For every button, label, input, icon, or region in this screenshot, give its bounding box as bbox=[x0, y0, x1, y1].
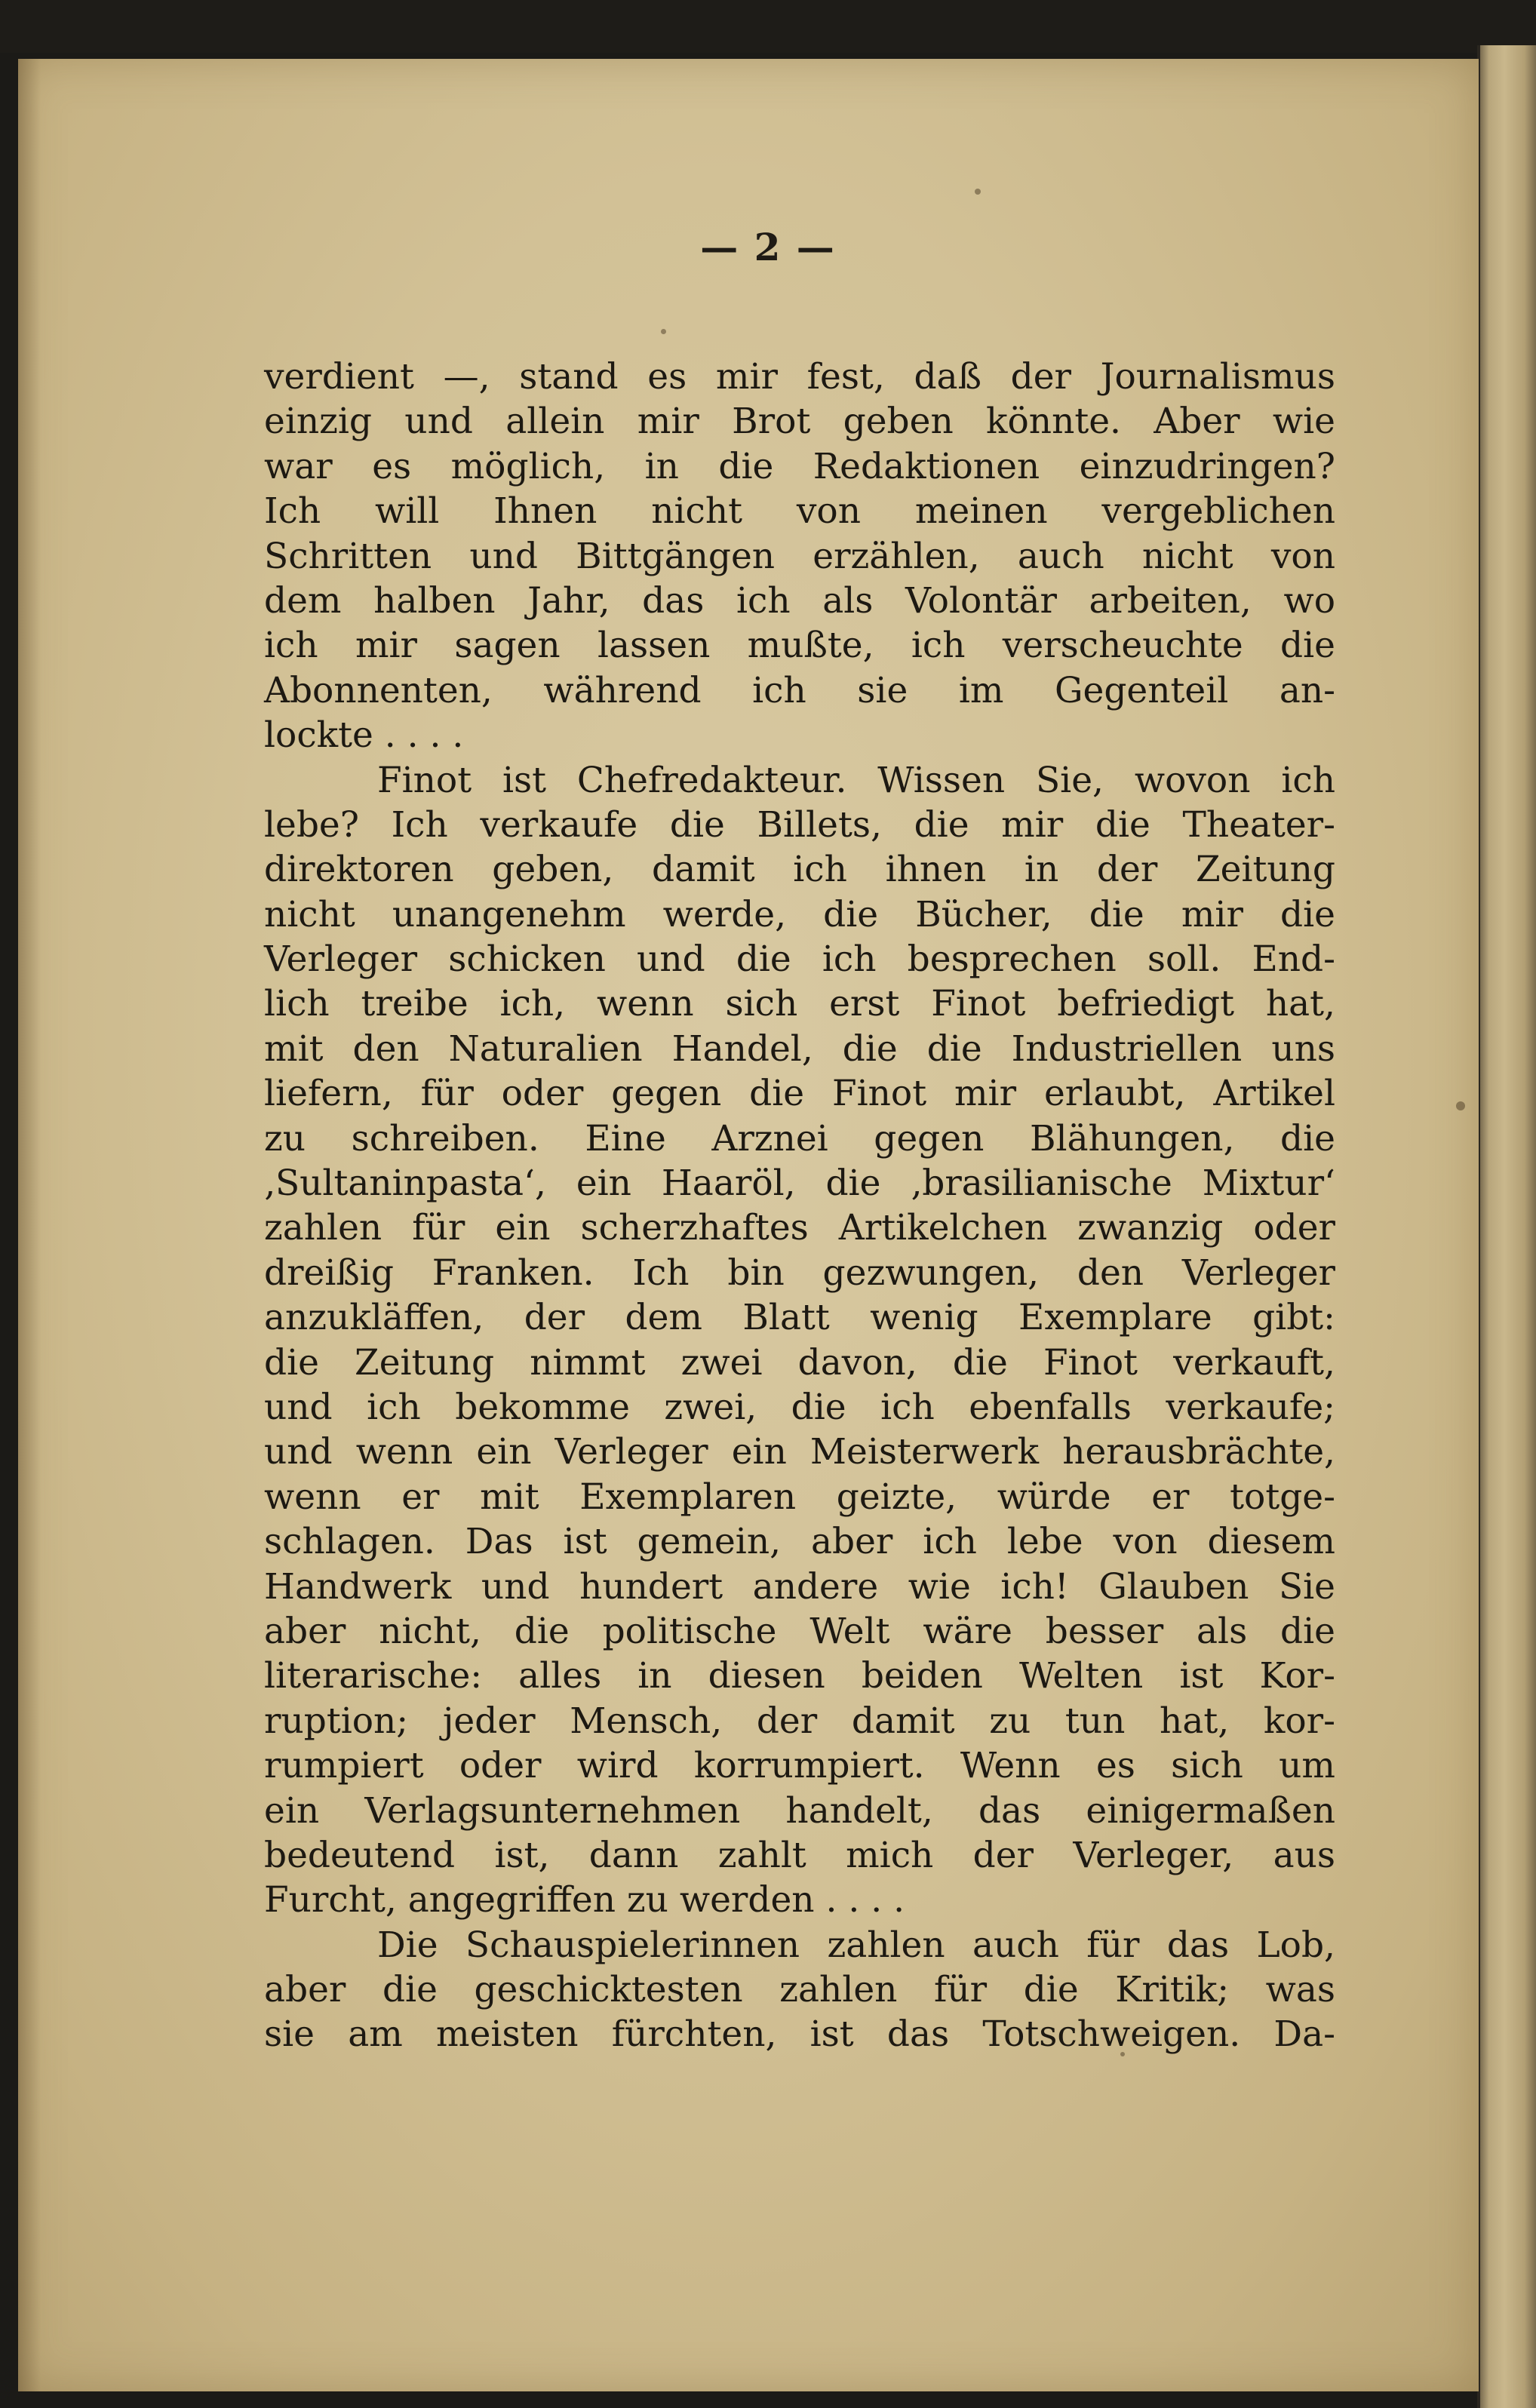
text-line: literarische: alles in diesen beiden Welten ist Kor- bbox=[264, 1655, 1335, 1697]
text-line: Abonnenten, während ich sie im Gegenteil an- bbox=[264, 669, 1335, 711]
text-line: ruption; jeder Mensch, der damit zu tun hat, kor- bbox=[264, 1700, 1335, 1742]
text-line: Verleger schicken und die ich besprechen soll. End- bbox=[264, 938, 1335, 981]
text-line: Finot ist Chefredakteur. Wissen Sie, wovon ich bbox=[377, 759, 1335, 801]
text-line: lich treibe ich, wenn sich erst Finot befriedigt hat, bbox=[264, 983, 1335, 1025]
text-line: lebe? Ich verkaufe die Billets, die mir die Theater- bbox=[264, 803, 1335, 846]
body-text bbox=[264, 355, 1335, 2057]
text-line: und ich bekomme zwei, die ich ebenfalls verkaufe; bbox=[264, 1386, 1335, 1428]
text-line: dem halben Jahr, das ich als Volontär arbeiten, wo bbox=[264, 579, 1335, 622]
text-line: liefern, für oder gegen die Finot mir erlaubt, Artikel bbox=[264, 1073, 1335, 1115]
text-line: sie am meisten fürchten, ist das Totschweigen. Da- bbox=[264, 2013, 1335, 2056]
text-line: Die Schauspielerinnen zahlen auch für das Lob, bbox=[377, 1924, 1335, 1966]
text-line: die Zeitung nimmt zwei davon, die Finot verkauft, bbox=[264, 1341, 1335, 1384]
text-line: Schritten und Bittgängen erzählen, auch nicht von bbox=[264, 535, 1335, 577]
text-line: Handwerk und hundert andere wie ich! Glauben Sie bbox=[264, 1565, 1335, 1608]
text-line: zu schreiben. Eine Arznei gegen Blähungen, die bbox=[264, 1117, 1335, 1159]
text-line: verdient —, stand es mir fest, daß der Journalismus bbox=[264, 356, 1335, 398]
text-line: einzig und allein mir Brot geben könnte. Aber wie bbox=[264, 401, 1335, 443]
scanner-top-edge bbox=[0, 0, 1536, 53]
text-line: Furcht, angegriffen zu werden . . . . bbox=[264, 1879, 905, 1921]
text-line: schlagen. Das ist gemein, aber ich lebe von diesem bbox=[264, 1521, 1335, 1563]
text-line: zahlen für ein scherzhaftes Artikelchen zwanzig oder bbox=[264, 1207, 1335, 1249]
text-line: aber die geschicktesten zahlen für die Kritik; was bbox=[264, 1969, 1335, 2011]
text-line: ‚Sultaninpasta‘, ein Haaröl, die ‚brasilianische Mixtur‘ bbox=[264, 1163, 1335, 1205]
text-line: anzukläffen, der dem Blatt wenig Exemplare gibt: bbox=[264, 1297, 1335, 1339]
text-line: war es möglich, in die Redaktionen einzudringen? bbox=[264, 445, 1335, 487]
text-line: und wenn ein Verleger ein Meisterwerk herausbrächte, bbox=[264, 1431, 1335, 1473]
paper-speck bbox=[1456, 1101, 1465, 1110]
text-line: lockte . . . . bbox=[264, 714, 464, 757]
text-line: mit den Naturalien Handel, die die Industriellen uns bbox=[264, 1027, 1335, 1070]
text-line: Ich will Ihnen nicht von meinen vergeblichen bbox=[264, 490, 1335, 533]
paper-speck bbox=[975, 189, 981, 195]
text-line: bedeutend ist, dann zahlt mich der Verleger, aus bbox=[264, 1834, 1335, 1876]
page-left-shadow bbox=[18, 59, 41, 2391]
text-line: rumpiert oder wird korrumpiert. Wenn es sich um bbox=[264, 1745, 1335, 1787]
text-line: aber nicht, die politische Welt wäre besser als die bbox=[264, 1610, 1335, 1652]
text-line: dreißig Franken. Ich bin gezwungen, den Verleger bbox=[264, 1252, 1335, 1294]
text-line: nicht unangenehm werde, die Bücher, die mir die bbox=[264, 893, 1335, 935]
text-line: wenn er mit Exemplaren geizte, würde er totge- bbox=[264, 1476, 1335, 1518]
text-line: direktoren geben, damit ich ihnen in der Zeitung bbox=[264, 849, 1335, 891]
page-number: — 2 — bbox=[700, 225, 836, 269]
adjacent-page-edge bbox=[1479, 45, 1536, 2408]
text-line: ein Verlagsunternehmen handelt, das einigermaßen bbox=[264, 1789, 1335, 1832]
text-line: ich mir sagen lassen mußte, ich verscheuchte die bbox=[264, 625, 1335, 667]
paper-speck bbox=[661, 329, 666, 334]
